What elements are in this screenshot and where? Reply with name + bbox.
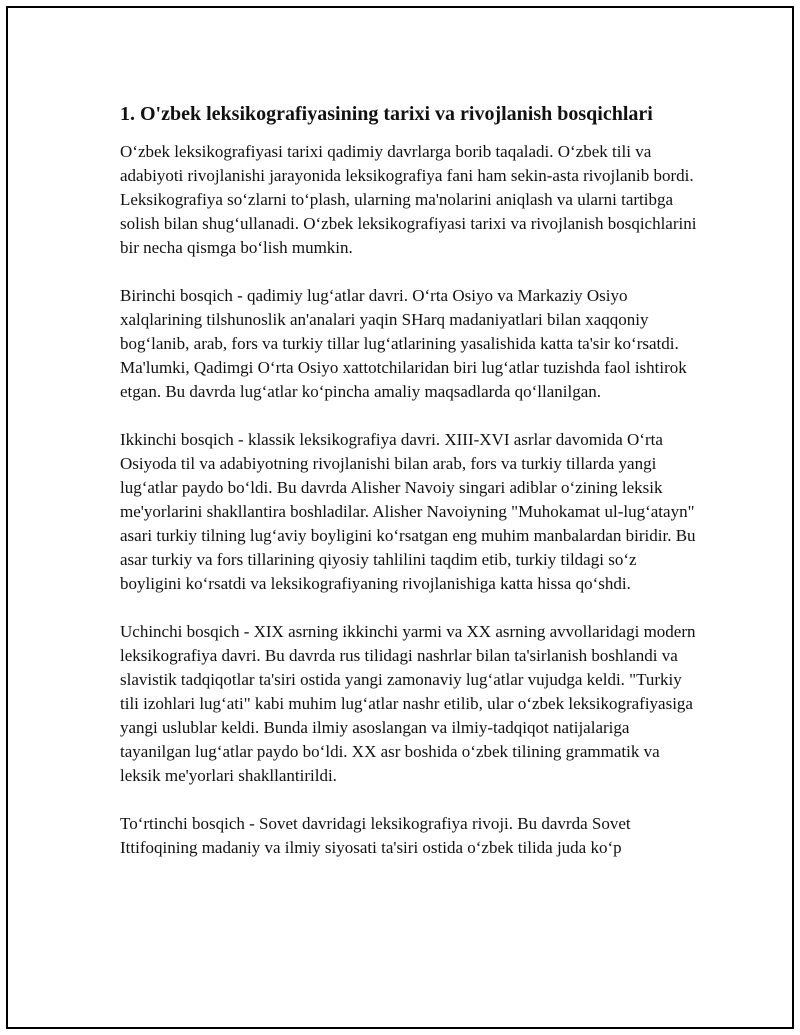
paragraph-stage-two: Ikkinchi bosqich - klassik leksikografiya davri. XIII-XVI asrlar davomida O‘rta Osiyoda til va adabiyotning rivojlanishi bilan arab, fors va turkiy tillarda yangi lug‘atlar paydo bo‘ldi. Bu davrda Alisher Navoiy singari adiblar o‘zining leksik me'yorlarini shakllantira boshladilar. Alisher Navoiyning "Muhokamat ul-lug‘atayn" asari turkiy tilning lug‘aviy boyligini ko‘rsatgan eng muhim manbalardan biridir. Bu asar turkiy va fors tillarining qiyosiy tahlilini taqdim etib, turkiy tildagi so‘z boyligini ko‘rsatdi va leksikografiyaning rivojlanishiga katta hissa qo‘shdi.: [120, 430, 696, 593]
page-frame: [6, 6, 794, 1029]
section-heading: 1. O'zbek leksikografiyasining tarixi va rivojlanish bosqichlari: [120, 103, 653, 125]
paragraph-stage-three: Uchinchi bosqich - XIX asrning ikkinchi yarmi va XX asrning avvollaridagi modern leksikografiya davri. Bu davrda rus tilidagi nashrlar bilan ta'sirlanish boshlandi va slavistik tadqiqotlar ta'siri ostida yangi zamonaviy lug‘atlar vujudga keldi. "Turkiy tili izohlari lug‘ati" kabi muhim lug‘atlar nashr etilib, ular o‘zbek leksikografiyasiga yangi uslublar keldi. Bunda ilmiy asoslangan va ilmiy-tadqiqot natijalariga tayanilgan lug‘atlar paydo bo‘ldi. XX asr boshida o‘zbek tilining grammatik va leksik me'yorlari shakllantirildi.: [120, 622, 696, 785]
paragraph-stage-four: To‘rtinchi bosqich - Sovet davridagi leksikografiya rivoji. Bu davrda Sovet Ittifoqining madaniy va ilmiy siyosati ta'siri ostida o‘zbek tilida juda ko‘p: [120, 814, 631, 857]
paragraph-intro: O‘zbek leksikografiyasi tarixi qadimiy davrlarga borib taqaladi. O‘zbek tili va adabiyoti rivojlanishi jarayonida leksikografiya fani ham sekin-asta rivojlanib bordi. Leksikografiya so‘zlarni to‘plash, ularning ma'nolarini aniqlash va ularni tartibga solish bilan shug‘ullanadi. O‘zbek leksikografiyasi tarixi va rivojlanish bosqichlarini bir necha qismga bo‘lish mumkin.: [120, 142, 697, 257]
paragraph-stage-one: Birinchi bosqich - qadimiy lug‘atlar davri. O‘rta Osiyo va Markaziy Osiyo xalqlarining tilshunoslik an'analari yaqin SHarq madaniyatlari bilan xaqqoniy bog‘lanib, arab, fors va turkiy tillar lug‘atlarining yasalishida katta ta'sir ko‘rsatdi. Ma'lumki, Qadimgi O‘rta Osiyo xattotchilaridan biri lug‘atlar tuzishda faol ishtirok etgan. Bu davrda lug‘atlar ko‘pincha amaliy maqsadlarda qo‘llanilgan.: [120, 286, 687, 401]
document-body: [120, 100, 700, 860]
